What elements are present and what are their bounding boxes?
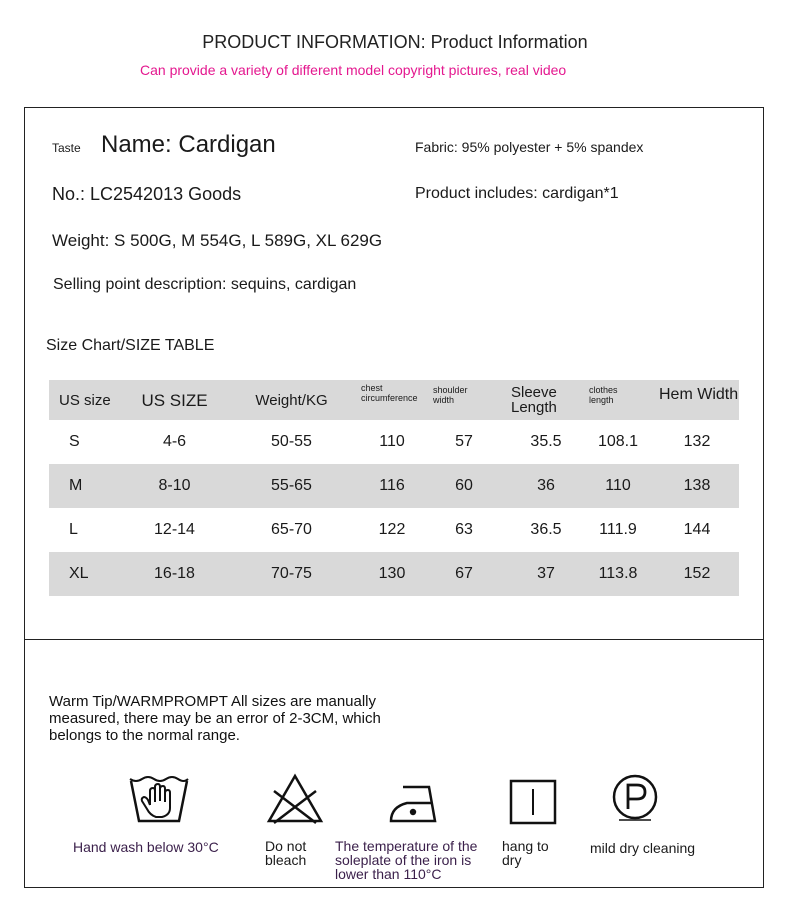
table-row — [49, 508, 739, 552]
table-cell: 70-75 — [271, 565, 312, 582]
table-cell: 113.8 — [598, 565, 638, 582]
product-number: No.: LC2542013 Goods — [52, 184, 242, 204]
column-header: shoulder width — [433, 385, 468, 405]
product-fabric: Fabric: 95% polyester + 5% spandex — [415, 139, 644, 155]
column-header: Sleeve Length — [511, 384, 557, 416]
table-cell: 116 — [379, 477, 405, 494]
hand-wash-icon — [128, 775, 190, 827]
column-header: clothes length — [589, 385, 618, 405]
column-header: US size — [59, 391, 111, 409]
table-cell: 50-55 — [271, 433, 312, 450]
table-cell: 108.1 — [597, 433, 639, 450]
table-cell: 63 — [455, 521, 473, 538]
mild-dry-clean-label: mild dry cleaning — [590, 840, 696, 856]
table-row — [49, 420, 739, 464]
selling-point: Selling point description: sequins, cardigan — [53, 276, 357, 293]
table-cell: S — [69, 433, 80, 450]
size-chart-title: Size Chart/SIZE TABLE — [46, 337, 215, 354]
column-header: Weight/KG — [255, 391, 328, 409]
do-not-bleach-label: Do not bleach — [265, 838, 307, 868]
table-cell: 110 — [605, 477, 631, 494]
product-weight: Weight: S 500G, M 554G, L 589G, XL 629G — [52, 231, 383, 250]
table-row — [49, 552, 739, 596]
table-cell: 16-18 — [154, 565, 195, 582]
table-cell: 12-14 — [154, 521, 195, 538]
size-table — [49, 380, 739, 596]
table-cell: 152 — [683, 565, 711, 582]
table-cell: M — [69, 477, 83, 494]
table-cell: 35.5 — [530, 433, 562, 450]
column-header: Hem Width — [659, 386, 739, 403]
size-table-header — [49, 380, 739, 420]
hand-wash-label: Hand wash below 30°C — [73, 839, 219, 855]
do-not-bleach-icon — [266, 773, 324, 825]
table-cell: XL — [69, 565, 89, 582]
page-title: PRODUCT INFORMATION: Product Information — [202, 32, 588, 52]
table-cell: 122 — [378, 521, 406, 538]
hang-to-dry-label: hang to dry — [502, 838, 549, 868]
table-cell: 138 — [683, 477, 711, 494]
copyright-notice: Can provide a variety of different model copyright pictures, real video — [140, 62, 567, 78]
table-cell: 37 — [537, 565, 555, 582]
table-cell: 111.9 — [599, 521, 637, 538]
table-row — [49, 464, 739, 508]
warm-tip: Warm Tip/WARMPROMPT All sizes are manually measured, there may be an error of 2-3CM, which belongs to the normal range. — [49, 693, 381, 744]
table-cell: 4-6 — [162, 433, 187, 450]
table-cell: 67 — [455, 565, 473, 582]
table-cell: 60 — [455, 477, 473, 494]
product-includes: Product includes: cardigan*1 — [415, 185, 619, 202]
mild-dry-clean-icon — [611, 773, 659, 821]
table-cell: 55-65 — [271, 477, 312, 494]
table-cell: L — [69, 521, 78, 538]
iron-temperature-label: The temperature of the soleplate of the iron is lower than 110°C — [335, 838, 478, 882]
taste-label: Taste — [52, 141, 81, 155]
iron-low-temperature-icon — [387, 783, 441, 825]
table-cell: 57 — [455, 433, 473, 450]
table-cell: 65-70 — [271, 521, 312, 538]
hang-to-dry-icon — [509, 779, 557, 825]
table-cell: 132 — [683, 433, 711, 450]
table-cell: 36.5 — [530, 521, 562, 538]
table-cell: 130 — [378, 565, 406, 582]
product-name: Name: Cardigan — [101, 131, 276, 158]
column-header: US SIZE — [141, 390, 208, 410]
table-cell: 36 — [537, 477, 555, 494]
table-cell: 144 — [683, 521, 711, 538]
table-cell: 8-10 — [158, 477, 191, 494]
table-cell: 110 — [379, 433, 405, 450]
column-header: chest circumference — [361, 383, 418, 403]
